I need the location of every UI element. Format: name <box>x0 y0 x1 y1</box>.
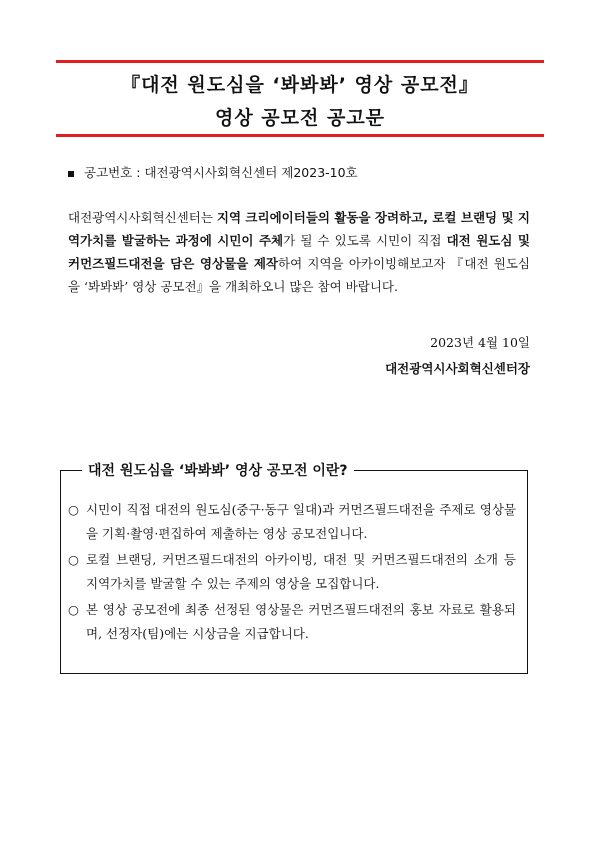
notice-number <box>68 163 358 181</box>
about-list-item <box>68 598 516 646</box>
intro-text-2: 가 될 수 있도록 시민이 직접 <box>283 233 447 248</box>
about-item-text: 본 영상 공모전에 최종 선정된 영상물은 커먼즈필드대전의 홍보 자료로 활용되며, 선정자(팀)에는 시상금을 지급합니다. <box>86 602 516 641</box>
about-item-text: 로컬 브랜딩, 커먼즈필드대전의 아카이빙, 대전 및 커먼즈필드대전의 소개 등 지역가치를 발굴할 수 있는 주제의 영상을 모집합니다. <box>86 552 516 591</box>
notice-number-text: 공고번호 : 대전광역시사회혁신센터 제2023-10호 <box>84 165 358 180</box>
announcement-date: 2023년 4월 10일 <box>430 335 530 350</box>
square-bullet-icon <box>68 171 74 177</box>
intro-bold-1: 지역 크리에이터들의 활동을 장려하고, 로컬 브랜딩 및 지역가치를 발굴하는 과정에 시민이 주체 <box>68 210 531 248</box>
about-list-item <box>68 498 516 546</box>
page-subtitle: 영상 공모전 공고문 <box>214 107 386 129</box>
intro-bold-2: 대전 원도심 및 커먼즈필드대전을 담은 영상물을 제작 <box>68 233 531 271</box>
header-top-rule <box>56 60 544 63</box>
about-box-title: 대전 원도심을 ‘봐봐봐’ 영상 공모전 이란? <box>82 460 354 480</box>
about-list-item <box>68 548 516 596</box>
circle-bullet-icon: ○ <box>68 602 79 617</box>
intro-paragraph <box>68 206 530 298</box>
about-item-text: 시민이 직접 대전의 원도심(중구·동구 일대)과 커먼즈필드대전을 주제로 영상물을 기획·촬영·편집하여 제출하는 영상 공모전입니다. <box>86 502 516 541</box>
page-title: 『대전 원도심을 ‘봐봐봐’ 영상 공모전』 <box>121 74 479 96</box>
intro-text-1: 대전광역시사회혁신센터는 <box>68 210 217 225</box>
about-list <box>68 498 516 648</box>
circle-bullet-icon: ○ <box>68 502 79 517</box>
header-bottom-rule <box>56 134 544 137</box>
issuer-signature: 대전광역시사회혁신센터장 <box>385 361 530 376</box>
circle-bullet-icon: ○ <box>68 552 79 567</box>
intro-text-3: 하여 지역을 아카이빙해보고자 『대전 원도심을 ‘봐봐봐’ 영상 공모전』을 개최하오니 많은 참여 바랍니다. <box>68 256 531 294</box>
